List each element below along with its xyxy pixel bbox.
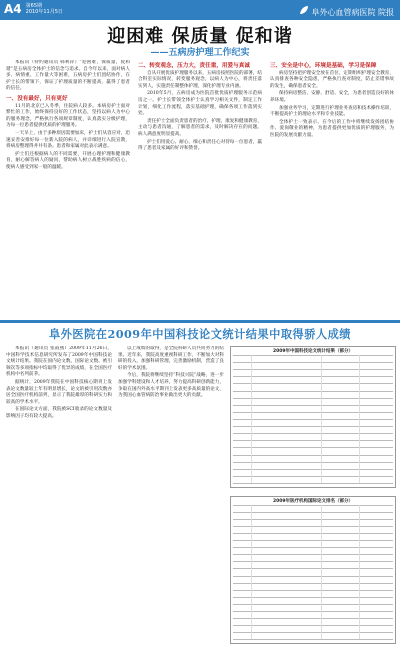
article2-body <box>6 346 224 646</box>
article1-column-3 <box>270 60 394 316</box>
table-rule <box>233 519 393 520</box>
table-rule <box>233 398 393 399</box>
table-rule <box>233 604 393 605</box>
table-rule <box>233 561 393 562</box>
table-rule <box>233 590 393 591</box>
article2-column-2 <box>118 346 224 646</box>
table-grid <box>231 505 395 639</box>
article1-body <box>6 60 394 316</box>
table-rule <box>233 391 393 392</box>
article2-column-1 <box>6 346 112 646</box>
table-grid <box>231 355 395 483</box>
paragraph: 全体护士一致表示，在今后的工作中将继续发扬团结协作、爱岗敬业的精神，为患者提供更加优质的护理服务，为医院的发展贡献力量。 <box>270 119 394 138</box>
paragraph: 病房坚持把护理安全放在首位，定期组织护理安全教育，认真排查各种安全隐患，严格执行查对制度，防止差错事故的发生，确保患者安全。 <box>270 70 394 89</box>
table-rule <box>233 476 393 477</box>
table-rule <box>233 576 393 577</box>
paragraph: 本报讯（通讯员 张霞燕）2009年11月26日，中国科学技术信息研究所发布了2009年中国科技论文统计结果。我院在国内论文数、国际论文数、被引频次等多项指标中均取得了优异的成绩，在全国医疗机构中名列前茅。 <box>6 346 112 378</box>
table-rule <box>233 462 393 463</box>
article1-title: 迎困难 保质量 促和谐 <box>107 26 293 47</box>
paragraph: 11月的北京已入冬季，住院病人较多。本病房护士面对繁忙的工作，始终保持良好的工作状态，坚持以病人为中心的服务理念，严格执行各项规章制度，认真落实分级护理，为每一位患者提供优质的护理服务。 <box>6 103 130 129</box>
table-rule <box>233 355 393 356</box>
article1-subtitle: ——五病房护理工作纪实 <box>150 48 250 58</box>
table-rule <box>233 540 393 541</box>
table-rule <box>233 405 393 406</box>
page-number: A4 <box>4 2 22 16</box>
statistics-table-2 <box>230 496 396 644</box>
paragraph: 以上成绩的取得，是全院科研人员共同努力的结果。近年来，我院高度重视科研工作，不断加大对科研的投入，加强科研管理，完善激励机制，营造了良好的学术氛围。 <box>118 346 224 371</box>
table-column-rule <box>251 505 252 639</box>
article1-column-1 <box>6 60 130 316</box>
statistics-table-1 <box>230 346 396 488</box>
page-header <box>0 0 400 20</box>
section-heading: 三、安全是中心，环境是基础，学习是保障 <box>270 63 377 69</box>
paragraph: 2010年5月，五病房成为医院首批优质护理服务示范病房之一。护士长带领全体护士认真学习相关文件，制定工作计划，细化工作流程，落实基础护理，确保各项工作落到实处。 <box>138 91 262 117</box>
section-heading: 二、转变观念，压力大，责任重，用爱与真诚 <box>138 63 250 69</box>
section-divider <box>0 320 400 323</box>
header-left <box>4 2 63 16</box>
table-column-rule <box>321 505 322 639</box>
paragraph: 今后，我院将继续坚持“科技兴院”战略，进一步加强学科建设和人才培养，努力提高科研创新能力，争取在国内外高水平期刊上发表更多高质量的论文，为我国心血管病防治事业做出更大的贡献。 <box>118 373 224 399</box>
table-rule <box>233 512 393 513</box>
table-rule <box>233 639 393 640</box>
table-column-rule <box>359 505 360 639</box>
paragraph: 自从开展优质护理服务以来，五病房按照医院的部署，结合科室实际情况，转变服务观念，以病人为中心，将责任落实到人，实施责任制整体护理，深化护理专业内涵。 <box>138 70 262 89</box>
table-column-rule <box>251 355 252 483</box>
table-rule <box>233 376 393 377</box>
paragraph: 一天早上，由于多种原因需要加床，护士们从容应对，迅速妥善安排好每一位新入院的病人，并详细进行入院宣教，将病房整理得井井有条。患者和家属对此表示满意。 <box>6 130 130 150</box>
table-title: 2009年中国科技论文统计结果（部分） <box>272 349 354 354</box>
table-rule <box>233 362 393 363</box>
table-rule <box>233 533 393 534</box>
table-column-rule <box>321 355 322 483</box>
table-rule <box>233 419 393 420</box>
paragraph: 加强业务学习，定期进行护理业务查房和技术操作培训，不断提高护士的理论水平和专业技能。 <box>270 105 394 118</box>
paragraph: 本报讯（特约通讯员 韩利萍）“迎困难，保质量，促和谐”是五病房全体护士的信念与追求。自今年以来，面对病人多、病情重、工作量大等困难，五病房护士们团结协作，在护士长的带领下，保证了护理质量的不断提高，赢得了患者的信任。 <box>6 60 130 92</box>
section-label: 阜外心血管病医院 院报 <box>311 8 394 17</box>
table-rule <box>233 469 393 470</box>
paragraph: 保持病房整洁、安静、舒适、安全，为患者创造良好的休养环境。 <box>270 91 394 103</box>
leaf-icon <box>299 5 309 15</box>
table-rule <box>233 412 393 413</box>
table-rule <box>233 455 393 456</box>
table-rule <box>233 483 393 484</box>
edition-label: 第65期 <box>25 3 43 9</box>
table-title: 2009年医疗机构国际论文排名（部分） <box>272 499 354 504</box>
statistics-tables <box>230 346 394 642</box>
article1-column-2 <box>138 60 262 316</box>
table-rule <box>233 632 393 633</box>
table-rule <box>233 440 393 441</box>
paragraph: 据统计，2009年我院在中国科技核心期刊上发表论文数量较上年有明显增长，论文的被引用次数亦居全国医疗机构前列，显示了我院雄厚的科研实力和较高的学术水平。 <box>6 379 112 405</box>
table-rule <box>233 554 393 555</box>
table-rule <box>233 447 393 448</box>
section-name <box>299 5 394 18</box>
table-rule <box>233 611 393 612</box>
table-rule <box>233 597 393 598</box>
table-rule <box>233 383 393 384</box>
edition-info <box>26 3 63 15</box>
date-label: 2010年11月5日 <box>25 9 63 15</box>
paragraph: 责任护士全面负责患者的治疗、护理、康复和健康教育，主动与患者沟通，了解患者的需求，及时解决存在的问题。病人满意度明显提高。 <box>138 118 262 137</box>
paragraph: 在国际论文方面，我院被SCI收录的论文数量及影响因子均有较大提高。 <box>6 407 112 419</box>
table-rule <box>233 547 393 548</box>
table-rule <box>233 625 393 626</box>
table-rule <box>233 526 393 527</box>
section-heading: 一、没有最好，只有更好 <box>6 95 68 102</box>
table-rule <box>233 618 393 619</box>
table-rule <box>233 568 393 569</box>
table-rule <box>233 369 393 370</box>
article2-title: 阜外医院在2009年中国科技论文统计结果中取得骄人成绩 <box>49 327 351 341</box>
table-rule <box>233 505 393 506</box>
table-rule <box>233 583 393 584</box>
table-column-rule <box>359 355 360 483</box>
table-rule <box>233 433 393 434</box>
table-rule <box>233 426 393 427</box>
paragraph: 护士们用爱心、耐心、细心和责任心对待每一位患者，赢得了患者及家属的好评和赞誉。 <box>138 139 262 152</box>
paragraph: 护士们还根据病人的不同需要，开展心理护理和健康教育，耐心解答病人的疑问，帮助病人树立战胜疾病的信心，使病人感受到家一般的温暖。 <box>6 151 130 170</box>
